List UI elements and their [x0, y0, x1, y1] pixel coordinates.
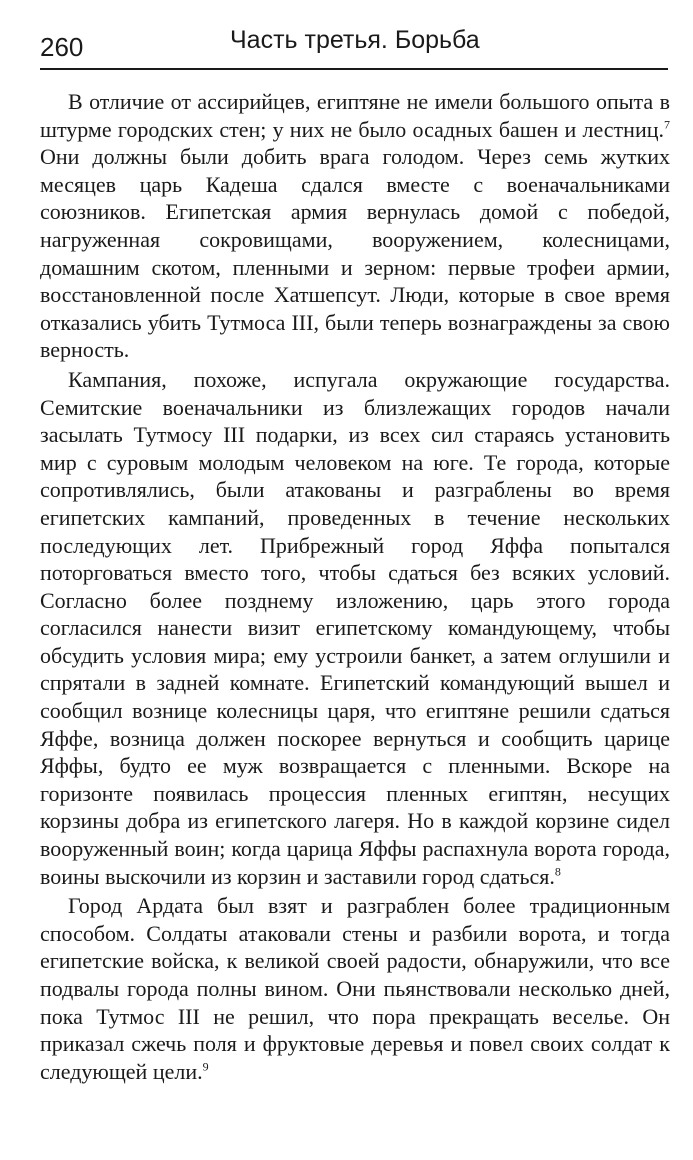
- page-header: [40, 18, 668, 70]
- footnote-ref: 7: [664, 117, 670, 132]
- paragraph-3: [40, 892, 670, 1085]
- paragraph-text: Город Ардата был взят и разграблен более традиционным способом. Солдаты атаковали стены и разбили ворота, и тогда египетские войска, к великой своей радости, обнаружили, что все подвалы города полны вином. Они пьянствовали несколько дней, пока Тутмос III не решил, что пора прекращать веселье. Он приказал сжечь поля и фруктовые деревья и повел своих солдат к следующей цели.: [40, 893, 670, 1084]
- footnote-ref: 9: [202, 1059, 209, 1074]
- page-number: 260: [40, 32, 84, 62]
- running-title: Часть третья. Борьба: [230, 26, 480, 54]
- footnote-ref: 8: [554, 864, 561, 879]
- body-text: [40, 88, 670, 1087]
- paragraph-text-tail: Они должны были добить врага голодом. Через семь жутких месяцев царь Кадеша сдался вместе с военачальниками союзников. Египетская армия вернулась домой с победой, нагруженная сокровищами, вооружением, колесницами, домашним скотом, пленными и зерном: первые трофеи армии, восстановленной после Хатшепсут. Люди, которые в свое время отказались убить Тутмоса III, были теперь вознаграждены за свою верность.: [40, 144, 670, 363]
- paragraph-1: [40, 88, 670, 364]
- paragraph-text: В отличие от ассирийцев, египтяне не имели большого опыта в штурме городских стен; у них не было осадных башен и лестниц.: [40, 89, 670, 142]
- paragraph-text: Кампания, похоже, испугала окружающие государства. Семитские военачальники из близлежащих городов начали засылать Тутмосу III подарки, из всех сил стараясь установить мир с суровым молодым человеком на юге. Те города, которые сопротивлялись, были атакованы и разграблены во время египетских кампаний, проведенных в течение нескольких последующих лет. Прибрежный город Яффа попытался поторговаться вместо того, чтобы сдаться без всяких условий. Согласно более позднему изложению, царь этого города согласился нанести визит египетскому командующему, чтобы обсудить условия мира; ему устроили банкет, а затем оглушили и спрятали в задней комнате. Египетский командующий вышел и сообщил вознице колесницы царя, что египтяне решили сдаться Яффе, возница должен поскорее вернуться и сообщить царице Яффы, будто ее муж возвращается с пленными. Вскоре на горизонте появилась процессия пленных египтян, несущих корзины добра из египетского лагеря. Но в каждой корзине сидел вооруженный воин; когда царица Яффы распахнула ворота города, воины выскочили из корзин и заставили город сдаться.: [40, 366, 670, 889]
- paragraph-2: [40, 366, 670, 890]
